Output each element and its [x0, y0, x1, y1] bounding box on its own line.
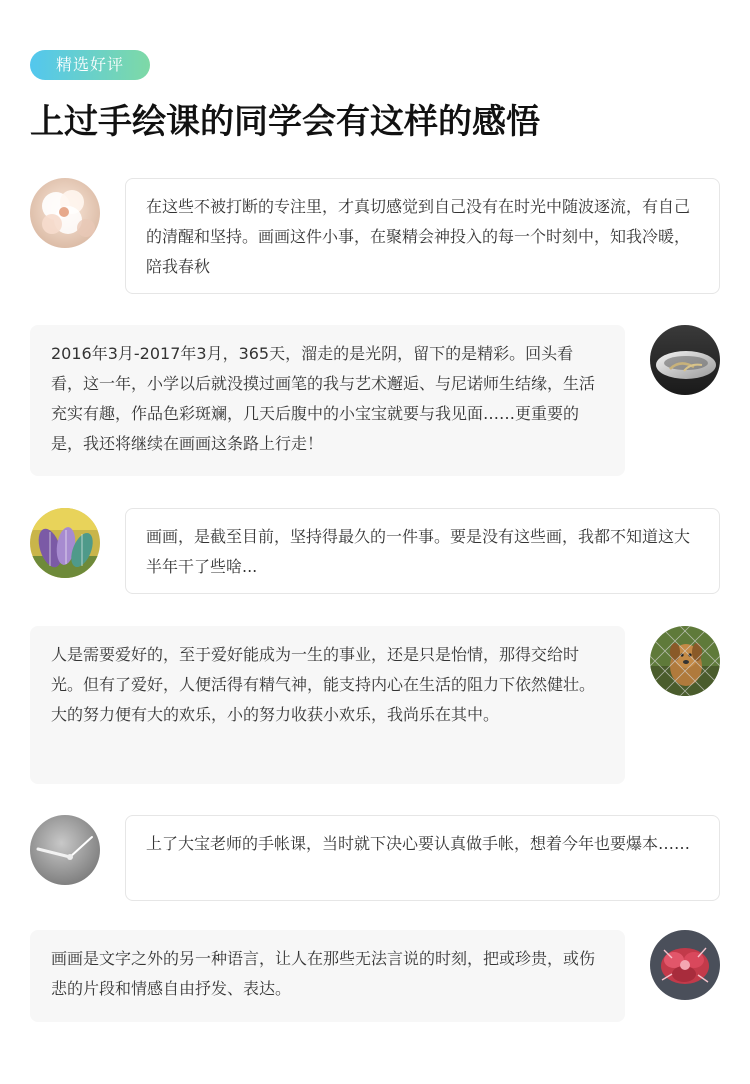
review-text: 画画，是截至目前，坚持得最久的一件事。要是没有这些画，我都不知道这大半年干了些啥...: [125, 508, 720, 594]
dog-behind-fence-avatar-icon: [650, 626, 720, 696]
clock-hands-avatar-icon: [30, 815, 100, 885]
painted-leaves-avatar-icon: [30, 508, 100, 578]
review-card: [30, 930, 720, 1022]
red-flower-avatar-icon: [650, 930, 720, 1000]
page-title: 上过手绘课的同学会有这样的感悟: [30, 102, 540, 142]
silver-ornament-avatar-icon: [650, 325, 720, 395]
review-card: [30, 325, 720, 476]
featured-reviews-badge: 精选好评: [30, 50, 150, 80]
review-card: [30, 626, 720, 784]
flower-blossom-avatar-icon: [30, 178, 100, 248]
review-text: 上了大宝老师的手帐课，当时就下决心要认真做手帐，想着今年也要爆本……: [125, 815, 720, 901]
review-text: 2016年3月-2017年3月，365天，溜走的是光阴，留下的是精彩。回头看看，这一年，小学以后就没摸过画笔的我与艺术邂逅、与尼诺师生结缘，生活充实有趣，作品色彩斑斓，几天后腹中的小宝宝就要与我见面……更重要的是，我还将继续在画画这条路上行走！: [30, 325, 625, 476]
review-text: 在这些不被打断的专注里，才真切感觉到自己没有在时光中随波逐流，有自己的清醒和坚持。画画这件小事，在聚精会神投入的每一个时刻中，知我冷暖，陪我春秋: [125, 178, 720, 294]
review-card: [30, 178, 720, 294]
review-card: [30, 508, 720, 594]
review-text: 画画是文字之外的另一种语言，让人在那些无法言说的时刻，把或珍贵，或伤悲的片段和情感自由抒发、表达。: [30, 930, 625, 1022]
review-text: 人是需要爱好的，至于爱好能成为一生的事业，还是只是怡情，那得交给时光。但有了爱好，人便活得有精气神，能支持内心在生活的阻力下依然健壮。大的努力便有大的欢乐，小的努力收获小欢乐，我尚乐在其中。: [30, 626, 625, 784]
review-card: [30, 815, 720, 901]
